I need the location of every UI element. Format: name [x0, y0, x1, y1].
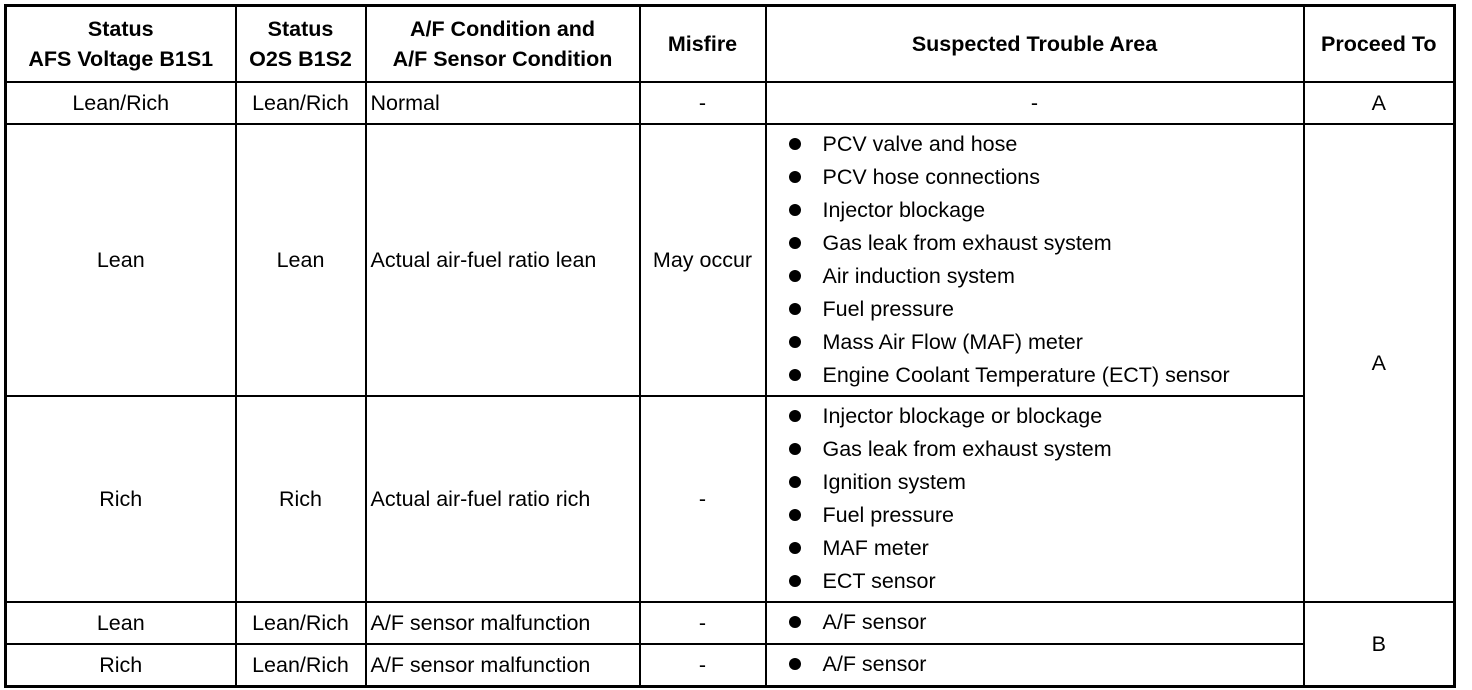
proceed-to-cell: A	[1304, 124, 1455, 602]
bullet-icon	[789, 542, 801, 554]
diagnostic-table	[4, 4, 1456, 688]
o2s-cell: Lean/Rich	[236, 602, 366, 644]
table-row	[6, 396, 1455, 602]
list-item: Gas leak from exhaust system	[789, 433, 1299, 466]
bullet-icon	[789, 336, 801, 348]
afs-voltage-cell: Lean	[6, 602, 236, 644]
bullet-icon	[789, 303, 801, 315]
trouble-area-cell	[766, 124, 1304, 396]
list-item: MAF meter	[789, 532, 1299, 565]
bullet-icon	[789, 575, 801, 587]
misfire-cell: May occur	[640, 124, 766, 396]
list-item: PCV hose connections	[789, 161, 1299, 194]
trouble-area-cell	[766, 644, 1304, 687]
header-afs-voltage: Status AFS Voltage B1S1	[6, 6, 236, 82]
list-item: Mass Air Flow (MAF) meter	[789, 326, 1299, 359]
bullet-icon	[789, 369, 801, 381]
bullet-icon	[789, 171, 801, 183]
o2s-cell: Lean/Rich	[236, 82, 366, 124]
misfire-cell: -	[640, 396, 766, 602]
header-af-condition: A/F Condition and A/F Sensor Condition	[366, 6, 640, 82]
trouble-area-list	[771, 648, 1299, 681]
af-condition-cell: A/F sensor malfunction	[366, 644, 640, 687]
trouble-area-list	[771, 606, 1299, 639]
list-item: Injector blockage	[789, 194, 1299, 227]
table-row	[6, 602, 1455, 644]
list-item: PCV valve and hose	[789, 128, 1299, 161]
trouble-area-cell	[766, 396, 1304, 602]
bullet-icon	[789, 204, 801, 216]
bullet-icon	[789, 658, 801, 670]
list-item: A/F sensor	[789, 606, 1299, 639]
trouble-area-cell: -	[766, 82, 1304, 124]
o2s-cell: Lean	[236, 124, 366, 396]
afs-voltage-cell: Rich	[6, 396, 236, 602]
table-row	[6, 124, 1455, 396]
list-item: A/F sensor	[789, 648, 1299, 681]
header-misfire: Misfire	[640, 6, 766, 82]
misfire-cell: -	[640, 602, 766, 644]
header-o2s: Status O2S B1S2	[236, 6, 366, 82]
o2s-cell: Lean/Rich	[236, 644, 366, 687]
bullet-icon	[789, 509, 801, 521]
misfire-cell: -	[640, 82, 766, 124]
bullet-icon	[789, 237, 801, 249]
af-condition-cell: Actual air-fuel ratio rich	[366, 396, 640, 602]
bullet-icon	[789, 410, 801, 422]
af-condition-cell: Normal	[366, 82, 640, 124]
proceed-to-cell: A	[1304, 82, 1455, 124]
af-condition-cell: A/F sensor malfunction	[366, 602, 640, 644]
list-item: Gas leak from exhaust system	[789, 227, 1299, 260]
table-row	[6, 644, 1455, 687]
trouble-area-list	[771, 128, 1299, 392]
bullet-icon	[789, 443, 801, 455]
list-item: Ignition system	[789, 466, 1299, 499]
list-item: Engine Coolant Temperature (ECT) sensor	[789, 359, 1299, 392]
list-item: Air induction system	[789, 260, 1299, 293]
trouble-area-cell	[766, 602, 1304, 644]
afs-voltage-cell: Rich	[6, 644, 236, 687]
bullet-icon	[789, 138, 801, 150]
afs-voltage-cell: Lean	[6, 124, 236, 396]
header-proceed-to: Proceed To	[1304, 6, 1455, 82]
header-row	[6, 6, 1455, 82]
afs-voltage-cell: Lean/Rich	[6, 82, 236, 124]
misfire-cell: -	[640, 644, 766, 687]
bullet-icon	[789, 270, 801, 282]
header-suspected-trouble-area: Suspected Trouble Area	[766, 6, 1304, 82]
table-row	[6, 82, 1455, 124]
list-item: Fuel pressure	[789, 499, 1299, 532]
list-item: Injector blockage or blockage	[789, 400, 1299, 433]
list-item: Fuel pressure	[789, 293, 1299, 326]
af-condition-cell: Actual air-fuel ratio lean	[366, 124, 640, 396]
bullet-icon	[789, 476, 801, 488]
proceed-to-cell: B	[1304, 602, 1455, 687]
list-item: ECT sensor	[789, 565, 1299, 598]
o2s-cell: Rich	[236, 396, 366, 602]
trouble-area-list	[771, 400, 1299, 598]
bullet-icon	[789, 616, 801, 628]
